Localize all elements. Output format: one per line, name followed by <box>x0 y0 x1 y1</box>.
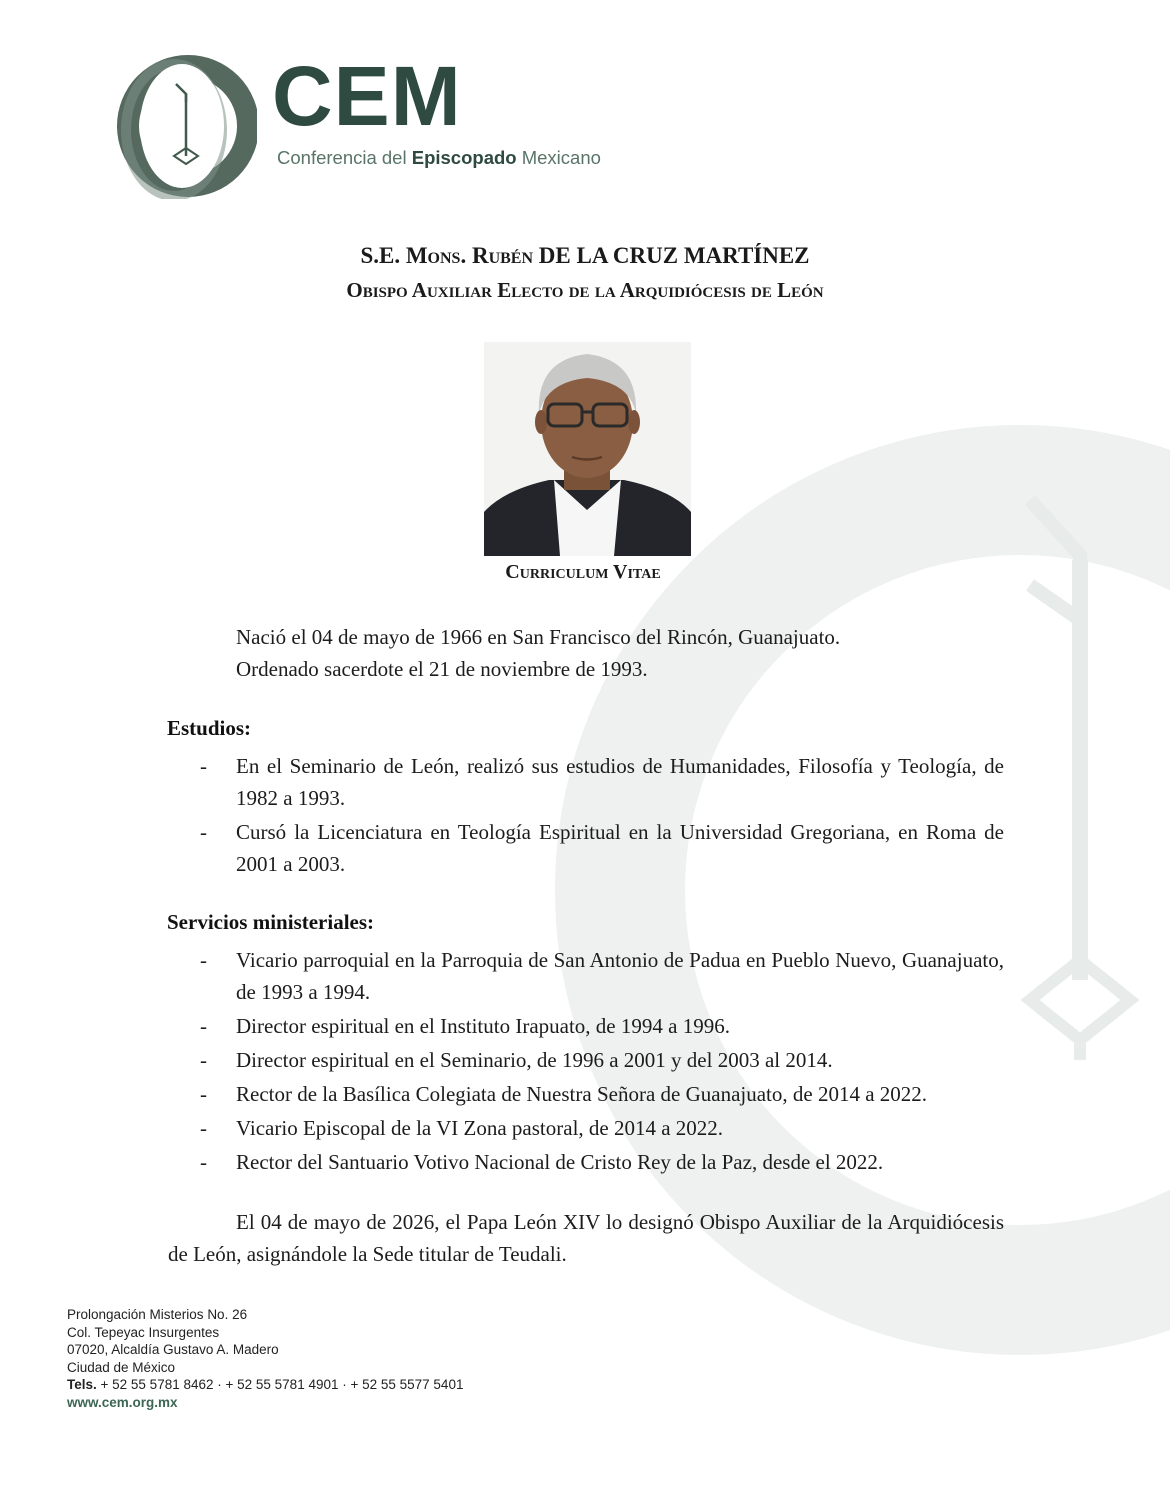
list-item: - Director espiritual en el Instituto Irapuato, de 1994 a 1996. <box>200 1014 730 1038</box>
ordination-line: Ordenado sacerdote el 21 de noviembre de 1993. <box>236 657 648 681</box>
birth-line: Nació el 04 de mayo de 1966 en San Francisco del Rincón, Guanajuato. <box>236 625 841 649</box>
list-item: - En el Seminario de León, realizó sus estudios de Humanidades, Filosofía y Teología, de 1982 a 1993. <box>200 754 1004 810</box>
address-line: Prolongación Misterios No. 26 <box>67 1307 248 1322</box>
logo-wordmark: CEM <box>272 49 462 143</box>
estudios-list <box>200 750 1004 882</box>
address-line: Col. Tepeyac Insurgentes <box>67 1324 220 1340</box>
cem-emblem-icon <box>112 54 257 199</box>
logo-subtitle: Conferencia del Episcopado Mexicano <box>277 147 601 168</box>
footer-address <box>67 1306 463 1411</box>
page-subtitle: Obispo Auxiliar Electo de la Arquidiócesis de León <box>346 278 824 302</box>
address-line: Ciudad de México <box>67 1359 176 1375</box>
phone-line: Tels. + 52 55 5781 8462 · + 52 55 5781 4901 · + 52 55 5577 5401 <box>67 1377 464 1392</box>
website-link[interactable]: www.cem.org.mx <box>67 1394 178 1410</box>
list-item: - Rector de la Basílica Colegiata de Nuestra Señora de Guanajuato, de 2014 a 2022. <box>200 1082 928 1106</box>
list-item: - Rector del Santuario Votivo Nacional de Cristo Rey de la Paz, desde el 2022. <box>200 1150 884 1174</box>
list-item: - Director espiritual en el Seminario, de 1996 a 2001 y del 2003 al 2014. <box>200 1048 833 1072</box>
section-heading-servicios: Servicios ministeriales: <box>167 910 375 934</box>
closing-paragraph: El 04 de mayo de 2026, el Papa León XIV lo designó Obispo Auxiliar de la Arquidiócesis de León, asignándole la Sede titular de Teudali. <box>168 1210 1004 1266</box>
intro-paragraph <box>236 621 996 685</box>
portrait-image <box>484 342 691 556</box>
section-title-cv: Curriculum Vitae <box>505 561 661 583</box>
list-item: - Vicario Episcopal de la VI Zona pastoral, de 2014 a 2022. <box>200 1116 724 1140</box>
section-heading-estudios: Estudios: <box>167 716 252 740</box>
page-title: S.E. Mons. Rubén DE LA CRUZ MARTÍNEZ <box>360 243 810 268</box>
servicios-list <box>200 944 1004 1180</box>
address-line: 07020, Alcaldía Gustavo A. Madero <box>67 1342 279 1357</box>
portrait-photo <box>484 342 691 556</box>
cem-logo <box>112 49 652 199</box>
list-item: - Vicario parroquial en la Parroquia de San Antonio de Padua en Pueblo Nuevo, Guanajuato, de 1993 a 1994. <box>200 948 1004 1004</box>
list-item: - Cursó la Licenciatura en Teología Espiritual en la Universidad Gregoriana, en Roma de 2001 a 2003. <box>200 820 1004 876</box>
